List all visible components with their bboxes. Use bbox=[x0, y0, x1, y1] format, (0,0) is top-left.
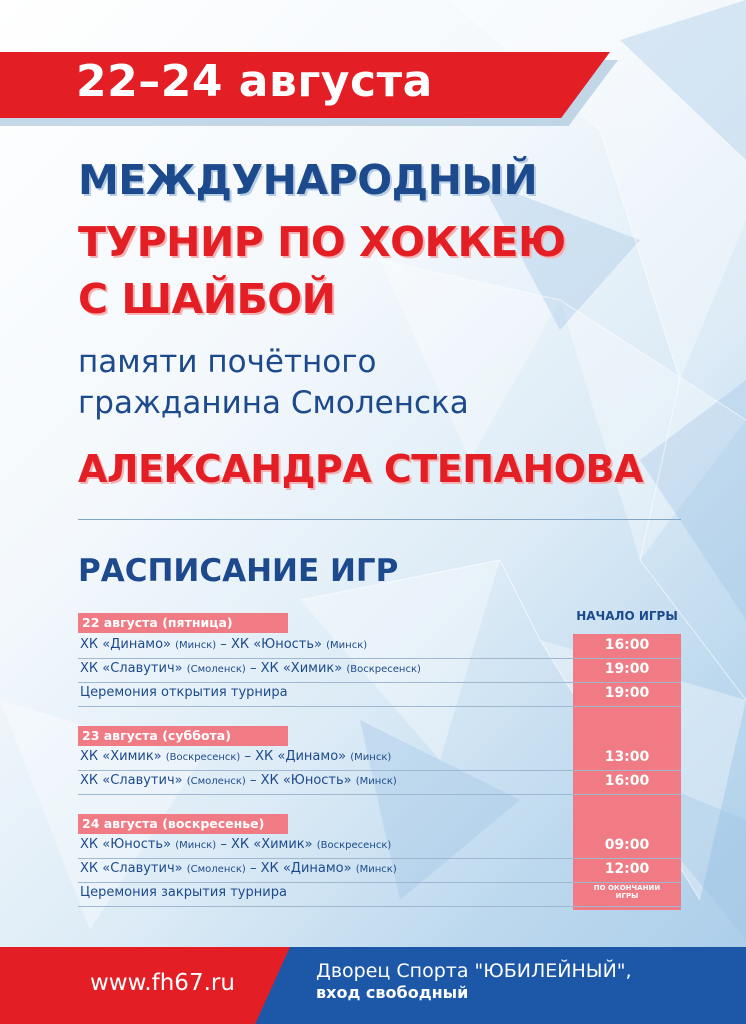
table-row bbox=[78, 882, 681, 907]
table-row bbox=[78, 746, 681, 771]
match-label: ХК «Славутич» (Смоленск) – ХК «Юность» (Минск) bbox=[80, 773, 397, 788]
schedule-title: РАСПИСАНИЕ ИГР bbox=[78, 553, 399, 589]
venue-info bbox=[316, 960, 632, 1002]
title-line-3: С ШАЙБОЙ bbox=[78, 275, 336, 323]
event-date: 22–24 августа bbox=[76, 56, 433, 107]
match-time: 13:00 bbox=[604, 749, 650, 765]
subtitle-line-1: памяти почётного bbox=[78, 344, 377, 380]
website-link[interactable]: www.fh67.ru bbox=[90, 970, 235, 996]
divider bbox=[78, 519, 681, 520]
table-row bbox=[78, 634, 681, 659]
table-row bbox=[78, 770, 681, 795]
table-row bbox=[78, 658, 681, 683]
match-time: 12:00 bbox=[604, 861, 650, 877]
match-label: ХК «Динамо» (Минск) – ХК «Юность» (Минск) bbox=[80, 637, 368, 652]
match-time: 16:00 bbox=[604, 637, 650, 653]
table-row bbox=[78, 858, 681, 883]
match-time: 16:00 bbox=[604, 773, 650, 789]
day-label-2: 23 августа (суббота) bbox=[78, 726, 288, 746]
title-line-2: ТУРНИР ПО ХОККЕЮ bbox=[78, 218, 566, 266]
subtitle-line-2: гражданина Смоленска bbox=[78, 385, 469, 421]
admission-note: вход свободный bbox=[316, 982, 469, 1002]
title-line-1: МЕЖДУНАРОДНЫЙ bbox=[78, 156, 538, 204]
start-time-header: НАЧАЛО ИГРЫ bbox=[576, 609, 678, 623]
event-label: Церемония открытия турнира bbox=[80, 685, 288, 700]
honoree-name: АЛЕКСАНДРА СТЕПАНОВА bbox=[78, 447, 643, 491]
match-time: 09:00 bbox=[604, 837, 650, 853]
match-label: ХК «Юность» (Минск) – ХК «Химик» (Воскресенск) bbox=[80, 837, 392, 852]
event-time: ПО ОКОНЧАНИИ ИГРЫ bbox=[593, 884, 661, 900]
match-time: 19:00 bbox=[604, 661, 650, 677]
table-row bbox=[78, 682, 681, 707]
match-label: ХК «Химик» (Воскресенск) – ХК «Динамо» (Минск) bbox=[80, 749, 392, 764]
match-label: ХК «Славутич» (Смоленск) – ХК «Динамо» (Минск) bbox=[80, 861, 397, 876]
day-label-3: 24 августа (воскресенье) bbox=[78, 814, 288, 834]
event-label: Церемония закрытия турнира bbox=[80, 885, 287, 900]
match-label: ХК «Славутич» (Смоленск) – ХК «Химик» (Воскресенск) bbox=[80, 661, 421, 676]
table-row bbox=[78, 834, 681, 859]
event-time: 19:00 bbox=[604, 685, 650, 701]
venue-name: Дворец Спорта "ЮБИЛЕЙНЫЙ", bbox=[316, 960, 632, 982]
day-label-1: 22 августа (пятница) bbox=[78, 613, 288, 633]
